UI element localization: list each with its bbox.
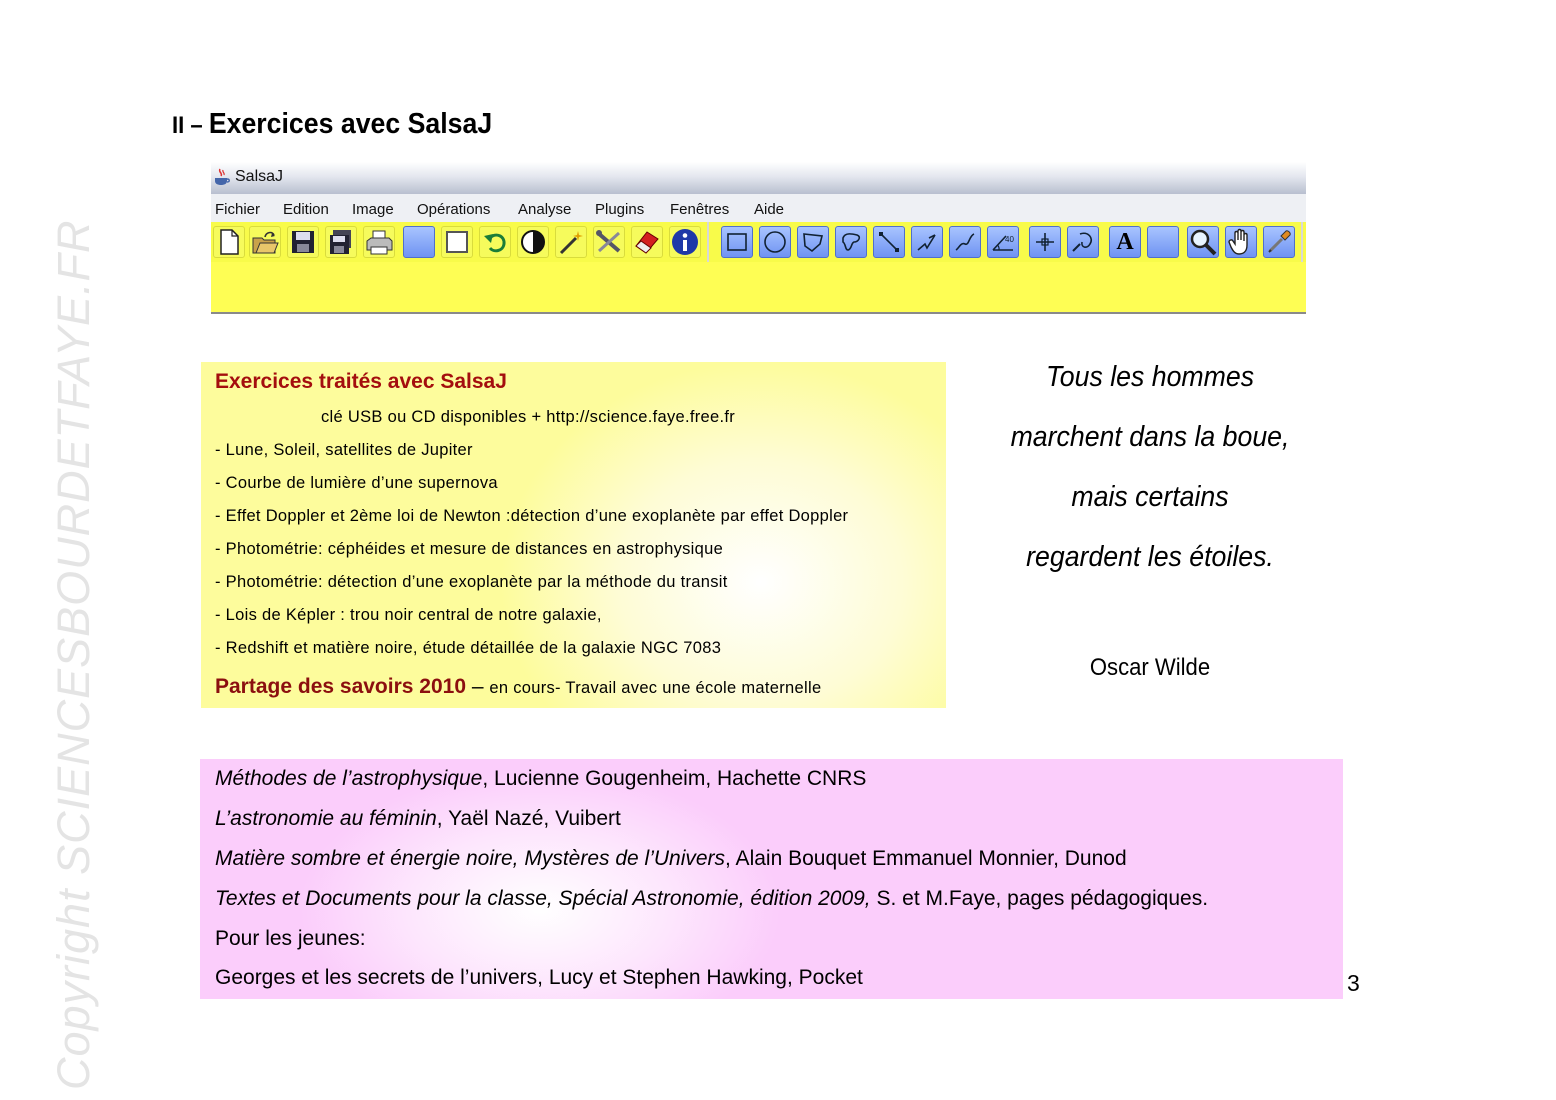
page-number: 3: [1347, 970, 1360, 996]
footer-text: en cours- Travail avec une école maternelle: [489, 679, 822, 697]
info-icon[interactable]: [669, 226, 701, 258]
exercise-item: - Photométrie: détection d’une exoplanète par la méthode du transit: [215, 573, 728, 591]
reference-details: Georges et les secrets de l’univers, Lucy et Stephen Hawking, Pocket: [215, 966, 863, 989]
freehand-icon[interactable]: [835, 226, 867, 258]
menu-edition[interactable]: Edition: [283, 201, 329, 218]
angle-tool-label: 40: [1005, 235, 1014, 244]
quote-line: regardent les étoiles.: [1026, 541, 1274, 573]
print-icon[interactable]: [363, 226, 395, 258]
hand-icon[interactable]: [1225, 226, 1257, 258]
angle-icon[interactable]: [987, 226, 1019, 258]
exercises-title: Exercices traités avec SalsaJ: [215, 370, 507, 393]
references-box: [200, 759, 1343, 999]
toolbar: [211, 222, 1306, 262]
reference-line: [215, 807, 621, 831]
point-icon[interactable]: [1029, 226, 1061, 258]
menu-fichier[interactable]: Fichier: [215, 201, 261, 218]
contrast-icon[interactable]: [517, 226, 549, 258]
reference-title: Matière sombre et énergie noire, Mystères de l’Univers: [215, 847, 726, 870]
text-tool-glyph: A: [1116, 228, 1134, 255]
salsaj-window-screenshot: [211, 162, 1306, 314]
straight-line-icon[interactable]: [873, 226, 905, 258]
reference-line: [215, 847, 1127, 871]
save-as-icon[interactable]: [325, 226, 357, 258]
exercises-footer: [215, 675, 821, 699]
menu-fenetres[interactable]: Fenêtres: [670, 201, 730, 218]
save-icon[interactable]: [287, 226, 319, 258]
java-cup-icon: [213, 167, 231, 187]
exercise-item: - Effet Doppler et 2ème loi de Newton :détection d’une exoplanète par effet Doppler: [215, 507, 849, 525]
magic-wand-icon[interactable]: [555, 226, 587, 258]
section-title: [172, 108, 492, 141]
pipette-icon[interactable]: [1263, 226, 1295, 258]
reference-title: Textes et Documents pour la classe, Spécial Astronomie, édition 2009,: [215, 887, 871, 910]
status-area: [211, 262, 1306, 312]
rectangle-icon[interactable]: [721, 226, 753, 258]
quote-line: marchent dans la boue,: [1010, 421, 1290, 453]
open-folder-icon[interactable]: [249, 226, 281, 258]
exercise-item: - Redshift et matière noire, étude détaillée de la galaxie NGC 7083: [215, 639, 722, 657]
window-title: SalsaJ: [235, 168, 284, 185]
footer-dash: –: [466, 675, 490, 698]
toolbar-edge: [1301, 222, 1303, 262]
exercises-box: [201, 362, 946, 708]
freehand-line-icon[interactable]: [949, 226, 981, 258]
menu-bar: [211, 194, 1306, 222]
copyright-watermark: Copyright SCIENCESBOURDETFAYE.FR: [48, 219, 99, 1090]
undo-icon[interactable]: [479, 226, 511, 258]
menu-operations[interactable]: Opérations: [417, 201, 491, 218]
reference-details: , Yaël Nazé, Vuibert: [436, 807, 621, 830]
white-square-icon[interactable]: [441, 226, 473, 258]
new-file-icon[interactable]: [213, 226, 245, 258]
reference-line: [215, 927, 366, 951]
blank-icon[interactable]: [403, 226, 435, 258]
sharing-title: Partage des savoirs 2010: [215, 675, 466, 698]
text-tool-icon[interactable]: [1109, 226, 1141, 258]
blank-icon-2[interactable]: [1147, 226, 1179, 258]
quote-line: mais certains: [1071, 481, 1229, 513]
quote-line: Tous les hommes: [1045, 361, 1255, 393]
reference-details: , Lucienne Gougenheim, Hachette CNRS: [482, 767, 867, 790]
toolbar-separator: [707, 222, 709, 262]
reference-line: [215, 966, 863, 990]
menu-plugins[interactable]: Plugins: [595, 201, 645, 218]
magnifier-icon[interactable]: [1187, 226, 1219, 258]
menu-image[interactable]: Image: [352, 201, 394, 218]
exercise-item: - Lune, Soleil, satellites de Jupiter: [215, 441, 473, 459]
menu-aide[interactable]: Aide: [754, 201, 785, 218]
reference-details: , Alain Bouquet Emmanuel Monnier, Dunod: [725, 847, 1127, 870]
reference-line: [215, 887, 1208, 911]
menu-analyse[interactable]: Analyse: [518, 201, 572, 218]
segmented-line-icon[interactable]: [911, 226, 943, 258]
tools-icon[interactable]: [593, 226, 625, 258]
reference-line: [215, 767, 866, 791]
reference-details: S. et M.Faye, pages pédagogiques.: [870, 887, 1209, 910]
oval-icon[interactable]: [759, 226, 791, 258]
exercises-subtitle: clé USB ou CD disponibles + http://science.faye.free.fr: [321, 408, 736, 426]
exercise-item: - Photométrie: céphéides et mesure de distances en astrophysique: [215, 540, 724, 558]
window-titlebar: [211, 162, 1306, 194]
wand-select-icon[interactable]: [1067, 226, 1099, 258]
polygon-icon[interactable]: [797, 226, 829, 258]
eraser-icon[interactable]: [631, 226, 663, 258]
quote-author: Oscar Wilde: [1089, 654, 1211, 681]
reference-details: Pour les jeunes:: [215, 927, 366, 950]
reference-title: L’astronomie au féminin: [215, 807, 437, 830]
section-number: II –: [172, 112, 209, 139]
exercise-item: - Lois de Képler : trou noir central de notre galaxie,: [215, 606, 602, 624]
exercise-item: - Courbe de lumière d’une supernova: [215, 474, 498, 492]
section-title-text: Exercices avec SalsaJ: [208, 108, 493, 140]
reference-title: Méthodes de l’astrophysique: [215, 767, 483, 790]
